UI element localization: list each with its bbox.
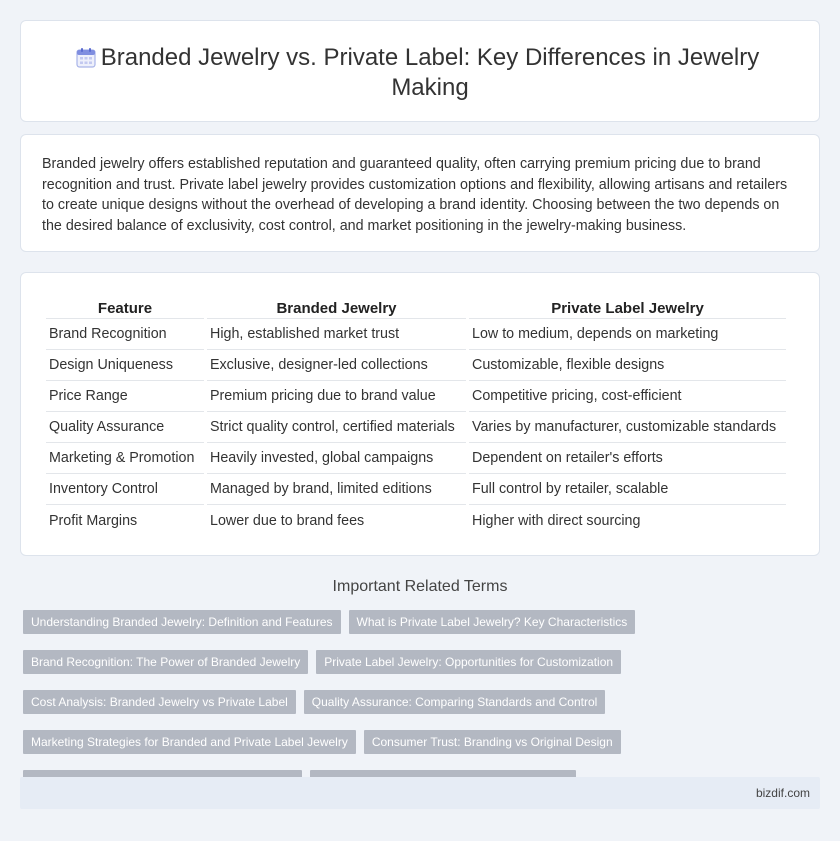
table-row: [46, 381, 786, 412]
table-row: [46, 350, 786, 381]
private-label-cell: Higher with direct sourcing: [472, 512, 641, 529]
header-feature: Feature: [46, 294, 204, 319]
page-title: Branded Jewelry vs. Private Label: Key Differences in Jewelry Making: [100, 44, 760, 101]
feature-cell: Inventory Control: [46, 474, 204, 505]
table-row: [46, 443, 786, 474]
comparison-table: [43, 294, 789, 536]
related-terms-heading: Important Related Terms: [332, 578, 508, 595]
branded-cell: Strict quality control, certified materials: [207, 412, 466, 443]
related-term-link[interactable]: Cost Analysis: Branded Jewelry vs Private Label: [23, 690, 296, 714]
related-term-link[interactable]: Understanding Branded Jewelry: Definition and Features: [23, 610, 341, 634]
title-card: [20, 20, 820, 122]
table-row: [46, 319, 786, 350]
table-header-row: [46, 294, 786, 319]
private-label-cell: Dependent on retailer's efforts: [469, 443, 786, 474]
related-term-link[interactable]: Quality Assurance: Comparing Standards and Control: [304, 690, 606, 714]
comparison-table-card: [20, 272, 820, 556]
related-term-link[interactable]: Consumer Trust: Branding vs Original Design: [364, 730, 621, 754]
table-row: [46, 505, 786, 536]
footer-bar: [20, 777, 820, 809]
feature-cell: Design Uniqueness: [46, 350, 204, 381]
feature-cell: Price Range: [46, 381, 204, 412]
feature-cell: Brand Recognition: [46, 319, 204, 350]
intro-card: [20, 134, 820, 252]
branded-cell: Heavily invested, global campaigns: [207, 443, 466, 474]
feature-cell: Profit Margins: [49, 512, 138, 529]
related-term-link[interactable]: Brand Recognition: The Power of Branded Jewelry: [23, 650, 308, 674]
private-label-cell: Varies by manufacturer, customizable standards: [469, 412, 786, 443]
related-term-link[interactable]: Private Label Jewelry: Opportunities for Customization: [316, 650, 621, 674]
table-row: [46, 474, 786, 505]
private-label-cell: Customizable, flexible designs: [469, 350, 786, 381]
table-row: [46, 412, 786, 443]
branded-cell: High, established market trust: [207, 319, 466, 350]
branded-cell: Exclusive, designer-led collections: [207, 350, 466, 381]
private-label-cell: Full control by retailer, scalable: [469, 474, 786, 505]
feature-cell: Quality Assurance: [46, 412, 204, 443]
header-branded: Branded Jewelry: [207, 294, 466, 319]
header-private-label: Private Label Jewelry: [469, 294, 786, 319]
branded-cell: Premium pricing due to brand value: [207, 381, 466, 412]
private-label-cell: Low to medium, depends on marketing: [469, 319, 786, 350]
site-credit: bizdif.com: [755, 786, 810, 800]
branded-cell: Managed by brand, limited editions: [207, 474, 466, 505]
related-term-link[interactable]: Marketing Strategies for Branded and Private Label Jewelry: [23, 730, 356, 754]
intro-paragraph: Branded jewelry offers established reputation and guaranteed quality, often carrying premium pricing due to brand recognition and trust. Private label jewelry provides customization options and flexibility, allowing artisans and retailers to create unique designs without the overhead of developing a brand identity. Choosing between the two depends on the desired balance of exclusivity, cost control, and market positioning in the jewelry-making business.: [42, 156, 788, 234]
private-label-cell: Competitive pricing, cost-efficient: [469, 381, 786, 412]
related-term-link[interactable]: What is Private Label Jewelry? Key Characteristics: [349, 610, 636, 634]
branded-cell: Lower due to brand fees: [210, 512, 365, 529]
related-terms-list: [23, 610, 813, 794]
feature-cell: Marketing & Promotion: [46, 443, 204, 474]
